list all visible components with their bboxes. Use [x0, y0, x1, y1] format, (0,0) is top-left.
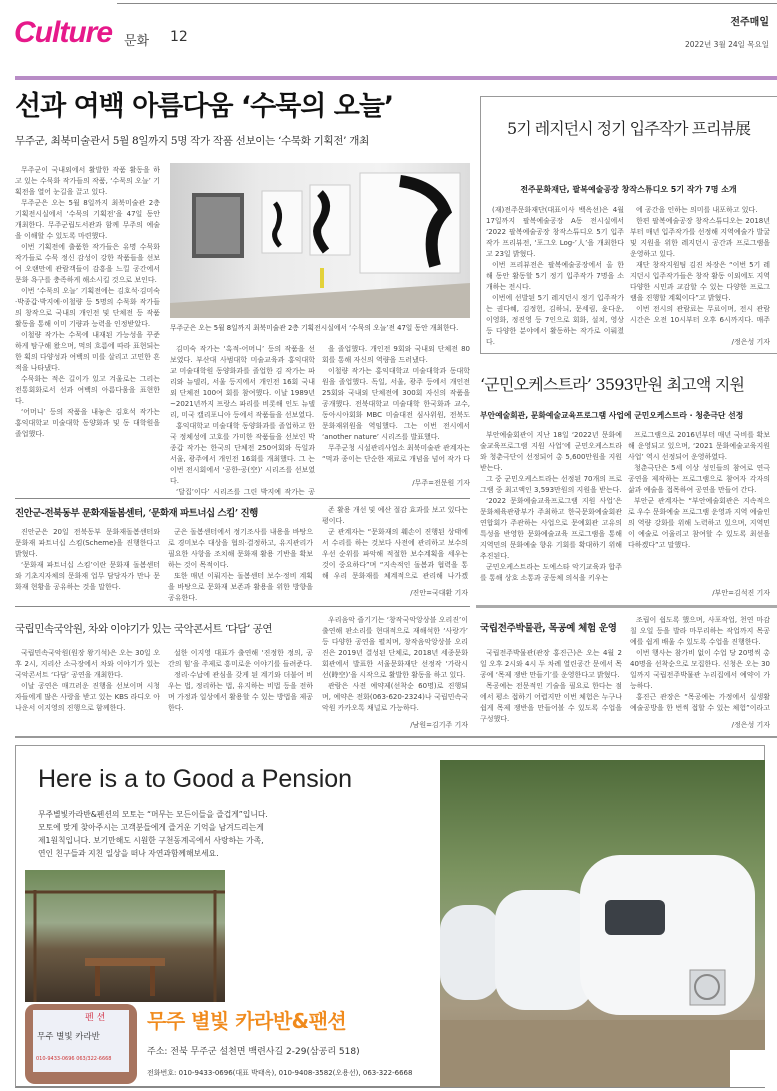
- paragraph: 홍진근 관장은 “목공예는 가정에서 실생활 예술공방을 한 번씩 접할 수 있는 체험”이라고: [630, 693, 770, 712]
- caravan-photo: [440, 760, 765, 1087]
- ad-address: 주소: 전북 무주군 설천면 백련사길 2-29(삼공리 518): [147, 1047, 360, 1057]
- story6-headline: 국립전주박물관, 목공예 체험 운영: [480, 623, 617, 634]
- ad-business-name: 무주 별빛 카라반&팬션: [147, 1009, 347, 1033]
- paragraph: 이번 전시의 관람료는 무료이며, 전시 관람시간은 오전 10시부터 오후 6시까지다. 매주: [630, 305, 770, 324]
- divider: [476, 605, 777, 608]
- paragraph: 또한 매년 이뤄지는 돌봄센터 보수·정비 계획을 바탕으로 문화재 보존과 활용을 위한 방향을 공유한다.: [168, 572, 313, 602]
- paragraph: ‘2022 문화예술교육프로그램 지원 사업’은 문화체육관광부가 주최하고 한국문화예술회관연합회가 주관하는 사업으로 문예회관 고유의 특성을 반영한 문화예술교육 프로그램을 통해 지역민의 문화예술 향유 기회를 확대하기 위해 추진된다.: [480, 497, 622, 560]
- page-number: 12: [170, 29, 188, 45]
- paragraph: 수묵화는 적은 길이가 있고 겨울로는 그리는 전통회화로서 선과 여백의 아름다움을 표현한다.: [15, 375, 160, 405]
- sign-text: 펜 션: [85, 1013, 106, 1023]
- story4-headline: 진안군-전북동부 문화재돌봄센터, ‘문화재 파트너십 스킴’ 진행: [15, 508, 258, 519]
- story2-headline: 5기 레지던시 정기 입주작가 프리뷰展: [507, 119, 750, 138]
- gallery-photo: [170, 163, 470, 318]
- story1-col3: [322, 344, 470, 465]
- story3-col1: [480, 430, 622, 595]
- top-rule: [117, 3, 777, 4]
- paragraph: ‘달집’이다’ 시리즈를 그린 박지예 작가는 공: [176, 488, 315, 496]
- paragraph: 한편 팔복예술공장 창작스튜디오는 2018년부터 매년 입주작가를 선정해 지역예술가 발굴 및 지원을 위한 레지던시 공간과 프로그램을 운영하고 있다.: [630, 217, 770, 258]
- paragraph: 부안예술회관이 지난 18일 ‘2022년 문화예술교육프로그램 지원 사업’에 군민오케스트라와 청춘극단이 선정되어 총 5,600만원을 지원받는다.: [480, 431, 622, 472]
- paragraph: 무주군은 오는 5월 8일까지 최북미술관 2층 기획전시실에서 ‘수묵의 기획전’을 47일 동안 개최한다. 무주군립도서관과 함께 무주의 예술을 이해할 수 있도록 마련했다.: [15, 199, 160, 240]
- story6-byline: /정은성 기자: [731, 721, 770, 729]
- paragraph: ‘어머니’ 등의 작품을 내놓은 김호석 작가는 홍익대학교 미술대학 동양화과 및 동 대학원을 졸업했다.: [15, 408, 160, 438]
- newspaper-name: 전주매일: [730, 17, 769, 28]
- ad-line: 연인 친구들과 지친 일상을 떠나 자연과함께해보세요.: [38, 849, 219, 858]
- issue-date: 2022년 3월 24일 목요일: [684, 40, 769, 49]
- paragraph: 김미숙 작가는 ‘흑적-어머니’ 등의 작품을 선보였다. 부산대 사범대학 미술교육과 홍익대학교 미술대학원 동양화과를 졸업한 김 작가는 파리와 뉴델리, 서울 등지에서 개인전 16회 국내외 단체전 100여 회를 참여했다. 이날 1989년 ~2021년까지 프랑스 파리를 비롯해 인도 뉴델리, 미국 캘리포니아 등에서 작품들을 선보였다.: [170, 345, 315, 419]
- paragraph: 홍익대학교 미술대학 동양화과를 졸업하고 한국 정체성에 고호를 가미한 작품들을 선보인 박종갑 작가는 한국의 단체전 250여회와 독일과 서울, 광주에서 개인전 16회를 개최했다. 그 는 이번 전시회에서 ‘공한-공(空)’ 시리즈를 선보였다.: [170, 422, 315, 485]
- paragraph: 재단 창작지원팀 김진 차장은 “이번 5기 레지던시 입주작가들은 창작 활동 이외에도 지역 다양한 시민과 교감할 수 있는 다양한 프로그램을 진행할 계획이다”고 밝혔다.: [630, 261, 770, 302]
- sign-text: 010-9433-0696 063/322-6668: [36, 1056, 112, 1062]
- section-logo: Culture: [14, 16, 112, 49]
- paragraph: 그 중 군민오케스트라는 선정된 70개의 프로그램 중 최고액인 3,593만원의 지원을 받는다.: [480, 475, 622, 494]
- divider: [15, 736, 777, 738]
- story4-col1: [15, 527, 160, 604]
- deck-photo: [25, 870, 225, 1002]
- ad-line: 무주별빛카라반&펜션의 모토는 “머무는 모든이들을 즐겁게”입니다.: [38, 810, 268, 819]
- ad-line: 제1원칙입니다. 보기만해도 시원한 구천동계곡에서 사랑하는 가족,: [38, 836, 264, 845]
- story6-col1: [480, 648, 622, 725]
- paragraph: 청춘극단은 5세 이상 성인들의 참여로 연극 공연을 제작하는 프로그램으로 참여자 각자의 삶과 예술을 접목하여 공연을 만들어 간다.: [628, 464, 770, 494]
- story5-byline: /남원=김기주 기자: [410, 721, 468, 729]
- paragraph: 이철량 작가는 수묵에 내재된 가능성을 꾸준하게 탐구해 왔으며, 먹의 흐름에 따라 표현되는 한 획의 다양성과 여백의 미를 살리고 고민한 흔적을 나타냈다.: [15, 331, 160, 372]
- ad-description: [38, 808, 378, 860]
- divider: [15, 606, 470, 607]
- ad-phone: 전화번호: 010-9433-0696(대표 박태옥), 010-9408-3582(오용선), 063-322-6668: [147, 1069, 413, 1077]
- paragraph: 군은 돌봄센터에서 정기조사를 내용을 바탕으로 경미보수 대상을 협의·결정하고, 유지관리가 필요한 사항을 조치해 문화재 활용 기반을 확보하는 것이 목적이다.: [168, 528, 313, 569]
- paragraph: 우리음악 즐기기는 ‘창작국악앙상블 오리진’이 출연해 판소리를 현대적으로 재해석한 ‘사랑가’ 등 다양한 공연을 펼치며, 창작음악앙상블 오리진은 2019년 결성된 단체로, 2018년 세종문화회관에서 발표한 서울문화재단 선정작 ‘가락시선(時空)’을 시작으로 활발한 활동을 하고 있다.: [322, 616, 468, 679]
- photo-caption: 무주군은 오는 5월 8일까지 최북미술관 2층 기획전시실에서 ‘수묵의 오늘’전 47일 동안 개최한다.: [170, 324, 459, 332]
- paragraph: 국립전주박물관(관장 홍진근)은 오는 4월 2일 오후 2시와 4시 두 차례 열린공간 문에서 목공예 ‘목제 쟁반 만들기’를 운영한다고 밝혔다.: [480, 649, 622, 679]
- ad-title: Here is a to Good a Pension: [38, 765, 353, 793]
- story5-col2: [168, 648, 313, 725]
- paragraph: 이번에 선발된 5기 레지던시 정기 입주작가는 권다혜, 김정헌, 김하늬, 문세림, 윤다운, 이영화, 정진영 등 7인으로 회화, 설치, 영상 등 다양한 분야에서 활동하는 작가로 이뤄졌다.: [486, 294, 624, 346]
- story2-subheadline: 전주문화재단, 팔복예술공장 창작스튜디오 5기 작가 7명 소개: [520, 185, 737, 194]
- paragraph: 이철량 작가는 홍익대학교 미술대학과 동대학원을 졸업했다. 독일, 서울, 광주 등에서 개인전 25회와 국내외 단체전에 300회 자신의 작품을 공개했다. 전북대학교 미술대학 한국화과 교수, 동아시아회화 MBC 미술대전 심사위원, 전북도 문화재위원을 역임했다. 그는 이번 전시에서 ‘another nature’ 시리즈를 발표했다.: [322, 367, 470, 441]
- section-label: 문화: [124, 34, 150, 49]
- paragraph: 에 공간을 인하는 의미를 내포하고 있다.: [636, 206, 758, 214]
- ad-line: 모토에 맞게 찾아주시는 고객분들에게 즐거운 기억을 남겨드리는게: [38, 823, 264, 832]
- paragraph: 진안군은 20일 전북동부 문화재돌봄센터와 문화재 파트너십 스킴(Scheme)을 진행한다고 밝혔다.: [15, 528, 160, 558]
- header-rule: [15, 76, 777, 80]
- story3-col2: [628, 430, 770, 584]
- paragraph: 정리·수납에 관심을 갖게 된 계기와 더불어 비우는 법, 정리하는 법, 유지하는 비법 등을 전하며 가정과 일상에서 활용할 수 있는 방법을 제공한다.: [168, 671, 313, 712]
- main-headline: 선과 여백 아름다움 ‘수묵의 오늘’: [15, 91, 394, 122]
- paragraph: 무주군이 국내외에서 활발한 작품 활동을 하고 있는 수묵화 작가들의 작품, ‘수묵의 오늘’ 기획전을 열어 눈길을 끌고 있다.: [15, 166, 160, 196]
- story2-col1: [486, 205, 624, 348]
- paragraph: 이번 행사는 참가비 없이 수업 당 20명씩 총 40명을 선착순으로 모집한다. 신청은 오는 30일까지 국립전주박물관 누리집에서 예약이 가능하다.: [630, 649, 770, 690]
- paragraph: (재)전주문화재단(대표이사 백옥선)은 4월 17일까지 팔복예술공장 A동 전시실에서 ‘2022 팔복예술공장 창작스튜디오 5기 입주작가 프리뷰전, ‘포그오 Log-’人’을 개최한다고 23일 밝혔다.: [486, 206, 624, 258]
- paragraph: 이번 ‘수묵의 오늘’ 기획전에는 김호석·김미숙·박종갑·박지예·이철량 등 5명의 수묵화 작가들의 창작으로 국내의 개인전 및 단체전 등 작품 활동을 통해 이미 기량과 능력을 인정받았다.: [15, 287, 160, 328]
- paragraph: 부안군 관계자는 “부안예술회관은 지속적으로 우수 문화예술 프로그램 운영과 지역 예술인의 역량 강화를 위해 노력하고 있으며, 지역민이 예술로 어울리고 참여할 수 있도록 최선을 다하겠다”고 말했다.: [628, 497, 770, 549]
- story3-byline: /부안=김석진 기자: [712, 589, 770, 597]
- sign-text: 무주 별빛 카라반: [37, 1032, 100, 1042]
- paragraph: 존 활용 개선 및 예산 절감 효과를 보고 있다는 평이다.: [322, 506, 468, 525]
- story4-col2: [168, 527, 313, 604]
- paragraph: 프로그램으로 2016년부터 매년 국비를 확보해 운영되고 있으며, ‘2021 문화예술교육지원 사업’ 역시 선정되어 운영하였다.: [628, 431, 770, 461]
- story5-col3: [322, 615, 468, 714]
- divider: [15, 498, 470, 499]
- paragraph: 이번 기획전에 출품한 작가들은 유명 수묵화 작가들로 수묵 정신 감성이 강한 작품들을 선보여 오랜만에 관람객들이 감흥을 느낄 공간에서 문화 욕구를 충족하게 해소시킬 것으로 보인다.: [15, 243, 160, 284]
- paragraph: 군 관계자는 “문화재의 훼손이 진행된 상태에서 수리를 하는 것보다 사전에 관리하고 보수의 우선 순위를 파악해 적절한 보수계획을 세우는 것이 중요하다”며 “지속적인 돌봄과 협력을 통해 우리 문화재를 체계적으로 관리해 나가겠: [322, 528, 468, 580]
- paragraph: 설한 이지영 대표가 출연해 ‘진정한 정의, 공간의 힘’을 주제로 흥미로운 이야기를 들려준다.: [168, 649, 313, 668]
- paragraph: 무주군청 시설관리사업소 최북미술관 관계자는 “먹과 종이는 단순한 재료로 개념을 넘어 작가 다: [322, 444, 470, 463]
- paragraph: ‘문화재 파트너십 스킴’이란 문화재 돌봄센터와 기초지자체의 문화재 업무 담당자가 만나 문화재 현황을 공유하는 것을 말한다.: [15, 561, 160, 591]
- sign-photo: [25, 1004, 137, 1084]
- paragraph: 조립이 쉽도록 했으며, 사포작업, 천연 마감칠 오일 등을 발라 마무리하는 작업까지 목공예를 쉽게 배울 수 있도록 수업을 진행한다.: [630, 616, 770, 646]
- paragraph: 목공예는 전문적인 기술을 필요로 한다는 점에서 평소 접하기 어렵지만 이번 체험은 누구나 쉽게 목제 쟁반을 만들어볼 수 있도록 수업을 구성했다.: [480, 682, 622, 723]
- story1-col2: [170, 344, 315, 496]
- story2-col2: [630, 205, 770, 326]
- story2-byline: /정은성 기자: [731, 338, 770, 346]
- story5-headline: 국립민속국악원, 차와 이야기가 있는 국악콘서트 ‘다담’ 공연: [15, 623, 272, 635]
- main-subheadline: 무주군, 최북미술관서 5월 8일까지 5명 작가 작품 선보이는 ‘수묵화 기획전’ 개최: [15, 135, 369, 147]
- paragraph: 국립민속국악원(원장 왕기석)은 오는 30일 오후 2시, 지리산 소극장에서 차와 이야기가 있는 국악콘서트 ‘다담’ 공연을 개최한다.: [15, 649, 160, 679]
- story1-byline: /무주=전문원 기자: [412, 479, 470, 487]
- story3-subheadline: 부안예술회관, 문화예술교육프로그램 사업에 군민오케스트라 · 청춘극단 선정: [480, 411, 744, 420]
- paragraph: 이날 공연은 매끄러운 진행을 선보이며 시청자들에게 많은 사랑을 받고 있는 KBS 라디오 아나운서 이지영의 진행으로 함께한다.: [15, 682, 160, 712]
- story6-col2: [630, 615, 770, 714]
- story1-col1: [15, 165, 160, 498]
- paragraph: 관람은 사전 예약제(선착순 60명)로 진행되며, 예약은 전화(063-620-2324)나 국립민속국악원 카카오톡 채널로 가능하다.: [322, 682, 468, 712]
- story4-byline: /진안=국대환 기자: [410, 589, 468, 597]
- paragraph: 을 졸업했다. 개인전 9회와 국내외 단체전 80회를 통해 자신의 역량을 드러냈다.: [322, 345, 470, 364]
- story4-col3: [322, 505, 468, 582]
- paragraph: 군민오케스트라는 도예스타 악기교육과 합주를 통해 상호 소통과 공동체 의식을 키우는: [480, 563, 622, 582]
- story5-col1: [15, 648, 160, 725]
- story3-headline: ‘군민오케스트라’ 3593만원 최고액 지원: [480, 375, 745, 394]
- paragraph: 이번 프리뷰전은 팔복예술공장에서 올 한 해 동안 활동할 5기 정기 입주작가 7명을 소개하는 전시다.: [486, 261, 624, 291]
